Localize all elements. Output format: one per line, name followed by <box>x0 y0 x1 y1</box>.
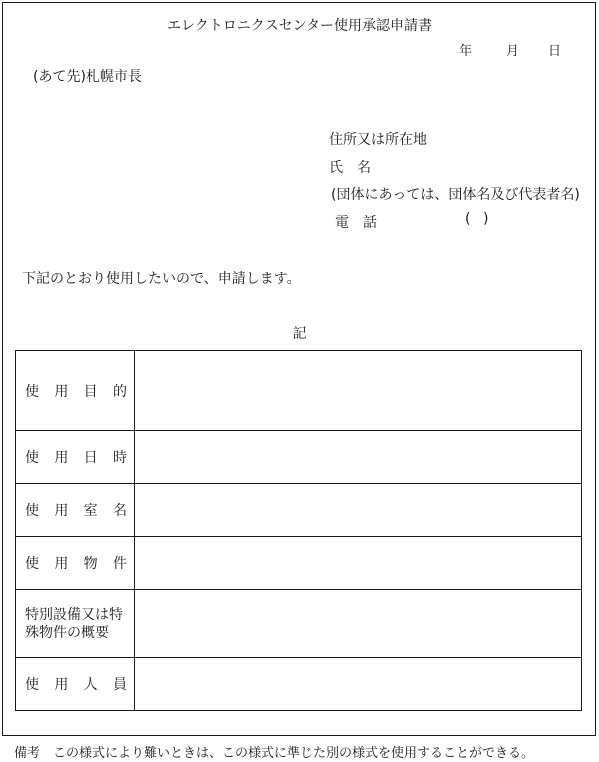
purpose-field[interactable] <box>135 351 582 431</box>
room-name-field[interactable] <box>135 484 582 537</box>
label-char: 人 <box>83 677 98 693</box>
label-char: 用 <box>54 556 69 572</box>
addressee: (あて先)札幌市長 <box>33 69 142 85</box>
row-label <box>16 590 135 658</box>
label-char: 目 <box>83 383 98 400</box>
label-char: 用 <box>54 383 69 400</box>
label-char: 員 <box>112 677 127 693</box>
name-label-char-1: 氏 <box>329 160 343 176</box>
equipment-field[interactable] <box>135 537 582 590</box>
footnote: 備考 この様式により難いときは、この様式に準じた別の様式を使用することができる。 <box>14 746 535 761</box>
phone-label-char-1: 電 <box>335 215 349 231</box>
datetime-field[interactable] <box>135 431 582 484</box>
row-label <box>16 658 135 711</box>
label-char: 物 <box>83 556 98 572</box>
label-char: 用 <box>54 677 69 693</box>
label-char: 件 <box>112 556 127 572</box>
date-year-label: 年 <box>459 44 473 59</box>
label-char: 名 <box>112 503 127 519</box>
ki-heading: 記 <box>292 326 307 342</box>
label-char: 用 <box>54 503 69 519</box>
row-label <box>16 351 135 431</box>
items-table <box>15 350 582 711</box>
label-char: 時 <box>112 450 127 466</box>
label-char: 用 <box>54 450 69 466</box>
label-char: 日 <box>83 450 98 466</box>
intro-text: 下記のとおり使用したいので、申請します。 <box>22 271 301 287</box>
label-char: 使 <box>25 383 39 400</box>
phone-paren-open: ( <box>465 211 471 227</box>
special-equipment-label: 特別設備又は特殊物件の概要 <box>25 606 123 641</box>
address-label: 住所又は所在地 <box>329 132 427 148</box>
label-char: 使 <box>25 450 39 466</box>
form-title: エレクトロニクスセンター使用承認申請書 <box>166 18 433 34</box>
table-row <box>16 590 582 658</box>
label-char: 室 <box>83 503 98 519</box>
date-month-label: 月 <box>506 44 520 59</box>
table-row <box>16 484 582 537</box>
special-equipment-field[interactable] <box>135 590 582 658</box>
phone-label-char-2: 話 <box>363 215 377 231</box>
date-day-label: 日 <box>548 44 562 59</box>
phone-paren-close: ) <box>483 211 489 227</box>
label-char: 使 <box>25 677 39 693</box>
table-row <box>16 351 582 431</box>
label-char: 使 <box>25 556 39 572</box>
label-char: 的 <box>112 383 127 400</box>
row-label <box>16 537 135 590</box>
row-label <box>16 431 135 484</box>
table-row <box>16 658 582 711</box>
name-label-char-2: 名 <box>357 160 371 176</box>
table-row <box>16 431 582 484</box>
group-note: (団体にあっては、団体名及び代表者名) <box>331 187 580 203</box>
label-char: 使 <box>25 503 39 519</box>
row-label <box>16 484 135 537</box>
attendees-field[interactable] <box>135 658 582 711</box>
table-row <box>16 537 582 590</box>
